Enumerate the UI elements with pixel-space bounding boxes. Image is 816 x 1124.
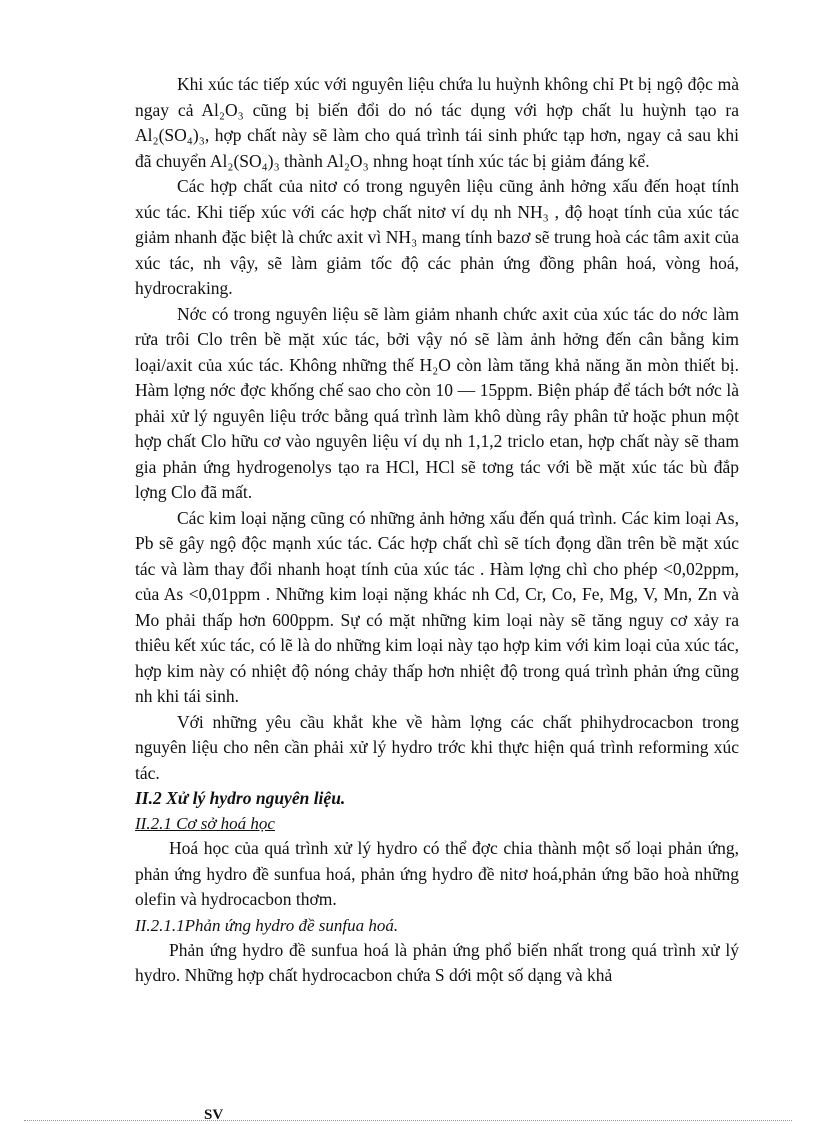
footer-mark: SV	[204, 1107, 224, 1123]
subsubsection-heading: II.2.1.1Phản ứng hydro đề sunfua hoá.	[135, 915, 399, 935]
section-heading: II.2 Xử lý hydro nguyên liệu.	[135, 788, 346, 808]
paragraph-desulfurization: Phản ứng hydro đề sunfua hoá là phản ứng phổ biến nhất trong quá trình xử lý hydro. Những hợp chất hydrocacbon chứa S dới một số dạng và khả	[135, 939, 739, 985]
paragraph-chemistry-basis: Hoá học của quá trình xử lý hydro có thể đợc chia thành một số loại phản ứng, phản ứng hydro đề sunfua hoá, phản ứng hydro đề nitơ hoá,phản ứng bão hoà những olefin và hydrocacbon thơm.	[135, 838, 739, 909]
paragraph-sulfur-poisoning: Khi xúc tác tiếp xúc với nguyên liệu chứa lu huỳnh không chỉ Pt bị ngộ độc mà ngay cả Al₂O₃ cũng bị biến đổi do nó tác dụng với hợp chất lu huỳnh tạo ra Al₂(SO₄)₃, hợp chất này sẽ làm cho quá trình tái sinh phức tạp hơn, ngay cả sau khi đã chuyển Al₂(SO₄)₃ thành Al₂O₃ nhng hoạt tính xúc tác bị giảm đáng kể.	[135, 74, 739, 171]
subsection-heading: II.2.1 Cơ sở hoá học	[135, 814, 275, 833]
footer-divider	[24, 1120, 792, 1121]
document-body	[135, 72, 739, 989]
paragraph-heavy-metals: Các kim loại nặng cũng có những ảnh hởng xấu đến quá trình. Các kim loại As, Pb sẽ gây ngộ độc mạnh xúc tác. Các hợp chất chì sẽ tích đọng dần trên bề mặt xúc tác và làm thay đổi nhanh hoạt tính của xúc tác . Hàm lợng chì cho phép <0,02ppm, của As <0,01ppm . Những kim loại nặng khác nh Cd, Cr, Co, Fe, Mg, V, Mn, Zn và Mo phải thấp hơn 600ppm. Sự có mặt những kim loại này sẽ tăng nguy cơ xảy ra thiêu kết xúc tác, có lẽ là do những kim loại này tạo hợp kim với kim loại của xúc tác, hợp kim này có nhiệt độ nóng chảy thấp hơn nhiệt độ trong quá trình phản ứng cũng nh khi tái sinh.	[135, 507, 739, 706]
paragraph-nitrogen-compounds: Các hợp chất của nitơ có trong nguyên liệu cũng ảnh hởng xấu đến hoạt tính xúc tác. Khi tiếp xúc với các hợp chất nitơ ví dụ nh NH₃ , độ hoạt tính của xúc tác giảm nhanh đặc biệt là chức axit vì NH₃ mang tính bazơ sẽ trung hoà các tâm axit của xúc tác, nh vậy, sẽ làm giảm tốc độ các phản ứng đồng phân hoá, vòng hoá, hydrocraking.	[135, 176, 739, 298]
paragraph-water-content: Nớc có trong nguyên liệu sẽ làm giảm nhanh chức axit của xúc tác do nớc làm rửa trôi Clo trên bề mặt xúc tác, bởi vậy nó sẽ làm ảnh hởng đến cân bằng kim loại/axit của xúc tác. Không những thế H₂O còn làm tăng khả năng ăn mòn thiết bị. Hàm lợng nớc đợc khống chế sao cho còn 10 — 15ppm. Biện pháp để tách bớt nớc là phải xử lý nguyên liệu trớc bằng quá trình làm khô dùng rây phân tử hoặc phun một hợp chất Clo hữu cơ vào nguyên liệu ví dụ nh 1,1,2 triclo etan, hợp chất này sẽ tham gia phản ứng hydrogenolys tạo ra HCl, HCl sẽ tơng tác với bề mặt xúc tác bù đắp lợng Clo đã mất.	[135, 303, 739, 502]
paragraph-requirements: Với những yêu cầu khắt khe về hàm lợng các chất phihydrocacbon trong nguyên liệu cho nên cần phải xử lý hydro trớc khi thực hiện quá trình reforming xúc tác.	[135, 711, 739, 783]
